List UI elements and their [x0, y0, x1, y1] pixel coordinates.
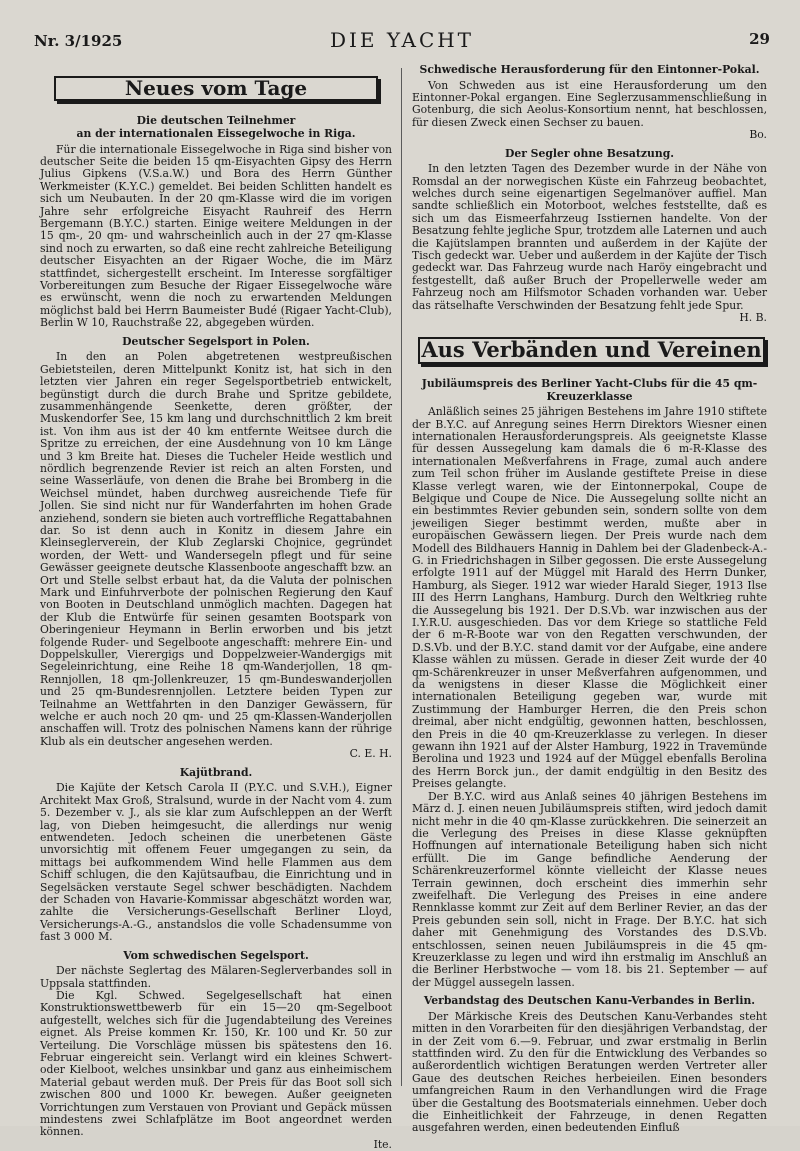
article-text: Die Kajüte der Ketsch Carola II (P.Y.C. und S.V.H.), Eigner Architekt Max Groß, Stralsund, wurde in der Nacht vom 4. zum 5. Dezember v. J., als sie klar zum Aufschleppen an der Werft lag, von Dieben heimgesucht, die allerdings nur wenig entwendeten. Jedoch scheinen die unerbetenen Gäste unvorsichtig mit offenem Feuer umgegangen zu sein, da mittags bei aufkommendem Wind helle Flammen aus dem Schiff schlugen, die den Kajütsaufbau, die Einrichtung und in Segelsäcken verstaute Segel schwer beschädigten. Nachdem der Schaden von Havarie-Kommissar abgeschätzt worden war, zahlte die Versicherungs-Gesellschaft Berliner Lloyd, Versicherungs-A.-G., anstandslos die volle Schadensumme von fast 3 000 M.: [40, 781, 392, 944]
article-signature: Ite.: [373, 1137, 392, 1151]
article-title: Deutscher Segelsport in Polen.: [122, 334, 310, 348]
article-text: Der B.Y.C. wird aus Anlaß seines 40 jährigen Bestehens im März d. J. einen neuen Jubiläumspreis stiften, wird jedoch damit nicht mehr in die 40 qm-Klasse zurückkehren. Die seinerzeit an die Verlegung des Preises in diese Klasse geknüpften Hoffnungen auf internationale Beteiligung haben sich nicht erfüllt. Die im Gange befindliche Aenderung der Schärenkreuzerformel könnte vielleicht der Klasse neues Terrain gewinnen, doch erscheint dies immerhin sehr zweifelhaft. Die Verlegung des Preises in eine andere Rennklasse kommt zur Zeit auf dem Berliner Revier, an das der Preis gebunden sein soll, nicht in Frage. Der B.Y.C. hat sich daher mit Genehmigung des Vorstandes des D.S.Vb. entschlossen, seinen neuen Jubiläumspreis in die 45 qm-Kreuzerklasse zu legen und wird ihn erstmalig im Anschluß an die Berliner Herbstwoche — vom 18. bis 21. September — auf der Müggel aussegeln lassen.: [412, 789, 767, 989]
article-text: In den letzten Tagen des Dezember wurde in der Nähe von Romsdal an der norwegischen Küste ein Fahrzeug beobachtet, welches durch seine eigenartigen Segelmanöver auffiel. Man sandte schließlich ein Motorboot, welches feststellte, daß es sich um das Eismeerfahrzeug Isstiernen handelte. Von der Besatzung fehlte jegliche Spur, trotzdem alle Laternen und auch die Kajütslampen brannten und außerdem in der Kajüte der Tisch gedeckt war. Ueber und außerdem in der Kajüte der Tisch gedeckt war. Das Fahrzeug wurde nach Haröy eingebracht und festgestellt, daß außer Bruch der Propellerwelle weder am Fahrzeug noch am Hilfsmotor Schaden vorhanden war. Ueber das rätselhafte Verschwinden der Besatzung fehlt jede Spur.: [412, 162, 767, 312]
article-signature: Bo.: [749, 128, 767, 142]
article-text: Der nächste Seglertag des Mälaren-Seglerverbandes soll in Uppsala stattfinden.: [40, 964, 392, 990]
section-title-neues-vom-tage: Neues vom Tage: [54, 76, 378, 101]
article-title: [40, 115, 392, 140]
article-text: In den an Polen abgetretenen westpreußischen Gebietsteilen, deren Mittelpunkt Konitz ist, hat sich in den letzten vier Jahren ein reger Segelsportbetrieb entwickelt, begünstigt durch die durch Brahe und Spritze gebildete, zusammenhängende Seenkette, deren größter, der Muskendorfer See, 15 km lang und durchschnittlich 2 km breit ist. Von ihm aus ist der 40 km entfernte Weitsee durch die Spritze zu erreichen, der eine Ausdehnung von 10 km Länge und 3 km Breite hat. Dieses die Tucheler Heide westlich und nördlich begrenzende Revier ist reich an alten Forsten, und seine Wasserläufe, von denen die Brahe bei Bromberg in die Weichsel mündet, haben durchweg ausreichende Tiefe für Jollen. Sie sind nicht nur für Wanderfahrten im hohen Grade anziehend, sondern sie bieten auch vortreffliche Regattabahnen dar. So ist denn auch in Konitz in diesem Jahre ein Kleinseglerverein, der Klub Zeglarski Chojnice, gegründet worden, der Wett- und Wandersegeln pflegt und für seine Gewässer geeignete deutsche Klassenboote angeschafft bzw. an Ort und Stelle selbst erbaut hat, da die Valuta der polnischen Mark und Einfuhrverbote der polnischen Regierung den Kauf von Booten in Deutschland unmöglich machten. Dagegen hat der Klub die Entwürfe für seinen gesamten Bootspark von Oberingenieur Heymann in Berlin erworben und bis jetzt folgende Ruder- und Segelboote angeschafft: mehrere Ein- und Doppelskuller, Vierergigs und Doppelzweier-Wandergigs mit Segeleinrichtung, eine Reihe 18 qm-Wanderjollen, 18 qm-Rennjollen, 18 qm-Jollenkreuzer, 15 qm-Bundeswanderjollen und 25 qm-Bundesrennjollen. Letztere beiden Typen zur Teilnahme an Wettfahrten in den Danziger Gewässern, für welche er auch noch 20 qm- und 25 qm-Klassen-Wanderjollen anschaffen will. Trotz des polnischen Namens kann der rührige Klub als ein deutscher angesehen werden.: [40, 350, 392, 748]
left-column: [40, 62, 392, 1151]
article-title: Der Segler ohne Besatzung.: [504, 146, 675, 160]
article-title: Vom schwedischen Segelsport.: [123, 948, 309, 962]
article-title-line: an der internationalen Eissegelwoche in Riga.: [76, 127, 356, 140]
article-title: Jubiläumspreis des Berliner Yacht-Clubs für die 45 qm-Kreuzerklasse: [421, 376, 758, 403]
article-title-line: Die deutschen Teilnehmer: [136, 114, 296, 128]
running-head: [34, 28, 770, 52]
article-text: Die Kgl. Schwed. Segelgesellschaft hat einen Konstruktionswettbewerb für ein 15—20 qm-Segelboot aufgestellt, welches sich für die Jugendabteilung des Vereines eignet. Als Preise kommen Kr. 150, Kr. 100 und Kr. 50 zur Verteilung. Die Vorschläge müssen bis spätestens den 16. Februar eingereicht sein. Verlangt wird ein kleines Schwert- oder Kielboot, welches unsinkbar und ganz aus einheimischem Material gebaut werden muß. Der Preis für das Boot soll sich zwischen 800 und 1000 Kr. bewegen. Außer geeigneten Vorrichtungen zum Verstauen von Proviant und Gepäck müssen mindestens zwei Schlafplätze im Boot angeordnet werden können.: [40, 988, 392, 1139]
issue-number: Nr. 3/1925: [34, 32, 123, 50]
article-signature: C. E. H.: [349, 747, 392, 761]
article-text: Von Schweden aus ist eine Herausforderung um den Eintonner-Pokal ergangen. Eine Seglerzusammenschließung in Gotenburg, die sich Aeolus-Konsortium nennt, hat beschlossen, für diesen Zweck einen Sechser zu bauen.: [412, 78, 767, 129]
article-text: Anläßlich seines 25 jährigen Bestehens im Jahre 1910 stiftete der B.Y.C. auf Anregung seines Herrn Direktors Wiesner einen internationalen Herausforderungspreis. Als geeignetste Klasse für dessen Aussegelung kam damals die 6 m-R-Klasse des internationalen Meßverfahrens in Frage, zumal auch andere zum Teil schon früher im Auslande gestiftete Preise in diese Klasse verlegt waren, wie der Eintonnerpokal, Coupe de Belgique und Coupe de Nice. Die Aussegelung sollte nicht an ein bestimmtes Revier gebunden sein, sondern sollte von dem jeweiligen Sieger bestimmt werden, mußte aber in europäischen Gewässern liegen. Der Preis wurde nach dem Modell des Bildhauers Hannig in Dahlem bei der Gladenbeck-A.-G. in Friedrichshagen in Silber gegossen. Die erste Aussegelung erfolgte 1911 auf der Müggel mit Harald des Herrn Dunker, Hamburg, als Sieger. 1912 war wieder Harald Sieger, 1913 Ilse III des Herrn Langhans, Hamburg. Durch den Weltkrieg ruhte die Aussegelung bis 1921. Der D.S.Vb. war inzwischen aus der I.Y.R.U. ausgeschieden. Das vor dem Kriege so stattliche Feld der 6 m-R-Boote war von den Regatten verschwunden, der D.S.Vb. und der B.Y.C. stand damit vor der Aufgabe, eine andere Klasse wählen zu müssen. Gerade in dieser Zeit wurde der 40 qm-Schärenkreuzer in unser Meßverfahren aufgenommen, und da wenigstens in dieser Klasse die Möglichkeit einer internationalen Beteiligung gegeben war, wurde mit Zustimmung der Hamburger Herren, die den Preis schon dreimal, aber nicht endgültig, gewonnen hatten, beschlossen, den Preis in die 40 qm-Kreuzerklasse zu verlegen. In dieser gewann ihn 1921 auf der Alster Hamburg, 1922 in Travemünde Berolina und 1923 und 1924 auf der Müggel ebenfalls Berolina des Herrn Borck jun., der damit endgültig in den Besitz des Preises gelangte.: [412, 405, 767, 791]
article-title: Kajütbrand.: [179, 765, 253, 779]
section-title-aus-verbaenden: Aus Verbänden und Vereinen: [418, 337, 765, 364]
article-title: Schwedische Herausforderung für den Eintonner-Pokal.: [419, 63, 760, 76]
journal-title: DIE YACHT: [329, 28, 475, 52]
right-column: [412, 62, 767, 1135]
column-divider: [401, 68, 402, 1086]
page-number: 29: [749, 30, 770, 48]
article-text: Für die internationale Eissegelwoche in Riga sind bisher von deutscher Seite die beiden 15 qm-Eisyachten Gipsy des Herrn Julius Gipkens (V.S.a.W.) und Bora des Herrn Günther Werkmeister (K.Y.C.) gemeldet. Bei beiden Schlitten handelt es sich um Neubauten. In der 20 qm-Klasse wird die im vorigen Jahre sehr erfolgreiche Eisyacht Rauhreif des Herrn Bergemann (B.Y.C.) starten. Einige weitere Meldungen in der 15 qm-, 20 qm- und wahrscheinlich auch in der 27 qm-Klasse sind noch zu erwarten, so daß eine recht zahlreiche Beteiligung deutscher Eisyachten an der Rigaer Woche, die im März stattfindet, sichergestellt erscheint. Im Interesse sorgfältiger Vorbereitungen zum Besuche der Rigaer Eissegelwoche wäre es erwünscht, wenn die noch zu erwartenden Meldungen möglichst bald bei Herrn Baumeister Budé (Rigaer Yacht-Club), Berlin W 10, Rauchstraße 22, abgegeben würden.: [40, 142, 392, 330]
article-text: Der Märkische Kreis des Deutschen Kanu-Verbandes steht mitten in den Vorarbeiten für den diesjährigen Verbandstag, der in der Zeit vom 6.—9. Februar, und zwar erstmalig in Berlin stattfinden wird. Zu den für die Entwicklung des Verbandes so außerordentlich wichtigen Beratungen werden Vertreter aller Gaue des deutschen Reiches herbeieilen. Einen besonders umfangreichen Raum in den Verhandlungen wird die Frage über die Gestaltung des Bootsmaterials einnehmen. Ueber doch die Einheitlichkeit der Fahrzeuge, in denen Regatten ausgefahren werden, einen bedeutenden Einfluß: [412, 1009, 767, 1135]
article-signature: H. B.: [739, 311, 767, 325]
article-title: Verbandstag des Deutschen Kanu-Verbandes in Berlin.: [423, 994, 756, 1008]
